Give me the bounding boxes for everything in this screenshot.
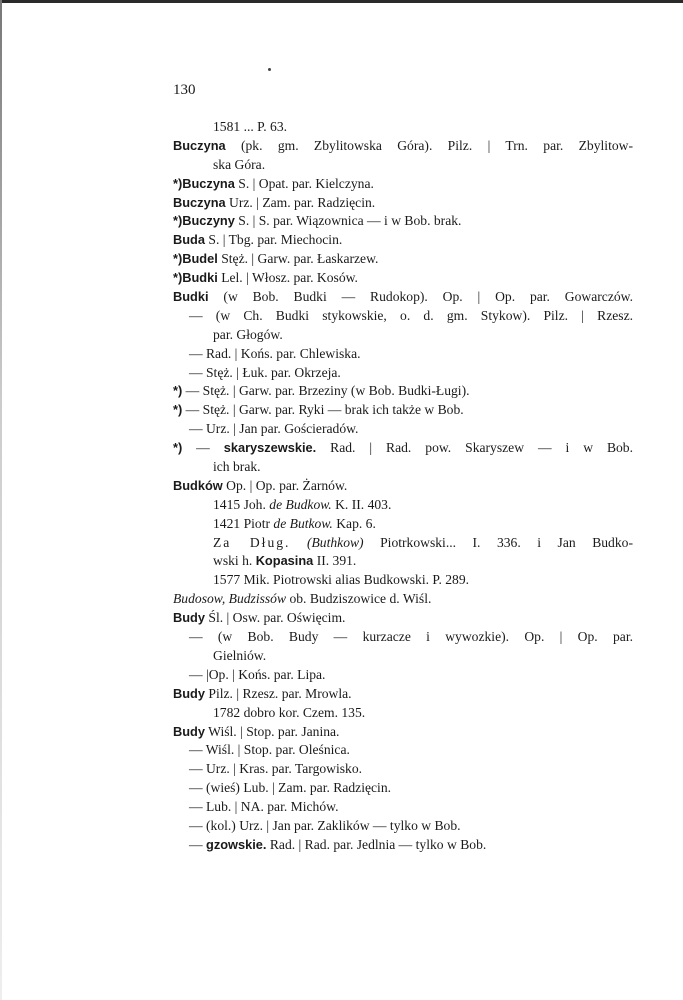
entry-text: — (kol.) Urz. | Jan par. Zaklików — tylko w Bob. — [189, 817, 461, 833]
entry-headword: *)Buczyna — [173, 175, 235, 191]
entry-line — [173, 458, 633, 477]
entry-line — [173, 194, 633, 213]
entry-text: Lel. | Włosz. par. Kosów. — [217, 270, 358, 286]
entry-headword: *)Buczyny — [173, 213, 235, 229]
entry-headword: Budy — [173, 610, 205, 626]
entry-line — [173, 552, 633, 571]
entry-line — [173, 420, 633, 439]
entry-line — [173, 175, 633, 194]
entry-line — [173, 439, 633, 458]
entry-text: ich brak. — [213, 459, 261, 475]
entry-text: — Stęż. | Łuk. par. Okrzeja. — [189, 364, 341, 380]
entry-headword: skaryszewskie. — [223, 440, 317, 456]
entry-text: — — [189, 836, 206, 852]
entry-text: Kap. 6. — [332, 515, 376, 531]
entry-line — [173, 212, 633, 231]
entry-line — [173, 326, 633, 345]
entry-line — [173, 609, 633, 628]
entry-line — [173, 515, 633, 534]
entry-headword: Budków — [173, 477, 223, 493]
entry-line — [173, 307, 633, 326]
entry-text: Op. | Op. par. Żarnów. — [222, 477, 348, 493]
entry-text: Rad. | Rad. pow. Skaryszew — i w Bob. — [316, 440, 633, 456]
entry-text: Pilz. | Rzesz. par. Mrowla. — [205, 685, 352, 701]
entry-line — [173, 647, 633, 666]
entry-text: (w Bob. Budki — Rudokop). Op. | Op. par. Gowarczów. — [208, 289, 633, 305]
entry-text: (pk. gm. Zbylitowska Góra). Pilz. | Trn. par. Zbylitow- — [225, 137, 633, 153]
entry-text: 1421 Piotr — [213, 515, 274, 531]
entry-text: Śl. | Osw. par. Oświęcim. — [205, 610, 346, 626]
entry-text: Gielniów. — [213, 647, 267, 663]
entry-line — [173, 817, 633, 836]
entry-headword: *) — [173, 402, 183, 418]
entry-text: — (w Ch. Budki stykowskie, o. d. gm. Stykow). Pilz. | Rzesz. — [189, 307, 633, 323]
entry-headword: Budki — [173, 289, 209, 305]
entry-text: — (wieś) Lub. | Zam. par. Radzięcin. — [189, 780, 392, 796]
entry-line — [173, 760, 633, 779]
entry-text: ob. Budziszowice d. Wiśl. — [286, 591, 432, 607]
entry-text: — — [182, 440, 224, 456]
entry-text: 1415 Joh. — [213, 496, 270, 512]
entry-headword: *) — [173, 440, 183, 456]
entry-text: — (w Bob. Budy — kurzacze i wywozkie). Op. | Op. par. — [189, 629, 633, 645]
entry-line — [173, 628, 633, 647]
entry-headword: Budy — [173, 723, 205, 739]
entry-line — [173, 345, 633, 364]
entry-headword: Budy — [173, 685, 205, 701]
entry-line — [173, 364, 633, 383]
entry-line — [173, 382, 633, 401]
scan-border-left — [0, 0, 2, 1000]
entry-text: S. | Opat. par. Kielczyna. — [234, 175, 374, 191]
entry-text: — Urz. | Jan par. Gościeradów. — [189, 421, 359, 437]
entry-line — [173, 496, 633, 515]
entry-text: ska Góra. — [213, 156, 266, 172]
entry-text: K. II. 403. — [331, 496, 392, 512]
entry-text: — Lub. | NA. par. Michów. — [189, 799, 339, 815]
entry-line — [173, 534, 633, 553]
entry-headword: Kopasina — [255, 553, 314, 569]
entry-headword: *)Budki — [173, 270, 218, 286]
entry-line — [173, 590, 633, 609]
entry-text: S. | Tbg. par. Miechocin. — [205, 232, 343, 248]
entry-line — [173, 118, 633, 137]
entry-text: Wiśl. | Stop. par. Janina. — [205, 723, 340, 739]
entry-text: S. | S. par. Wiązownica — i w Bob. brak. — [234, 213, 462, 229]
entry-line — [173, 269, 633, 288]
entry-line — [173, 798, 633, 817]
entry-text: 1782 dobro kor. Czem. 135. — [213, 704, 366, 720]
entry-italic-text: (Buthkow) — [306, 534, 364, 550]
entry-text: — Urz. | Kras. par. Targowisko. — [189, 761, 363, 777]
entry-headword: *) — [173, 383, 183, 399]
entry-text: — Stęż. | Garw. par. Brzeziny (w Bob. Budki-Ługi). — [182, 383, 470, 399]
entry-text: Rad. | Rad. par. Jedlnia — tylko w Bob. — [266, 836, 487, 852]
entry-text: — |Op. | Końs. par. Lipa. — [189, 666, 326, 682]
entry-headword: Buda — [173, 232, 205, 248]
entry-text: Za Dług. — [213, 534, 291, 550]
entry-text: — Rad. | Końs. par. Chlewiska. — [189, 345, 361, 361]
entry-italic-text: de Budkow. — [269, 496, 332, 512]
entry-text: Urz. | Zam. par. Radzięcin. — [225, 194, 376, 210]
entry-text: — Stęż. | Garw. par. Ryki — brak ich także w Bob. — [182, 402, 464, 418]
page-number: 130 — [173, 82, 196, 98]
entry-text: wski h. — [213, 553, 256, 569]
entry-headword: Buczyna — [173, 194, 226, 210]
entry-line — [173, 137, 633, 156]
entry-headword: Buczyna — [173, 137, 226, 153]
scan-border-top — [0, 0, 683, 3]
entry-text — [290, 535, 307, 550]
print-speck — [268, 68, 271, 71]
entry-text: Stęż. | Garw. par. Łaskarzew. — [217, 251, 379, 267]
entry-line — [173, 779, 633, 798]
entry-headword: gzowskie. — [206, 836, 267, 852]
entry-line — [173, 836, 633, 855]
entry-text: II. 391. — [313, 553, 357, 569]
entry-text: Piotrkowski... I. 336. i Jan Budko- — [363, 534, 633, 550]
gazetteer-entries — [173, 118, 633, 855]
entry-line — [173, 477, 633, 496]
entry-text: par. Głogów. — [213, 326, 283, 342]
entry-line — [173, 156, 633, 175]
entry-line — [173, 685, 633, 704]
entry-text: 1581 ... P. 63. — [213, 119, 288, 134]
entry-line — [173, 723, 633, 742]
entry-headword: *)Budel — [173, 251, 218, 267]
entry-line — [173, 666, 633, 685]
entry-italic-text: Budosow, Budzissów — [173, 591, 287, 607]
entry-text: 1577 Mik. Piotrowski alias Budkowski. P. 289. — [213, 572, 470, 588]
entry-line — [173, 571, 633, 590]
entry-text: — Wiśl. | Stop. par. Oleśnica. — [189, 742, 350, 758]
entry-line — [173, 288, 633, 307]
entry-line — [173, 401, 633, 420]
entry-italic-text: de Butkow. — [273, 515, 333, 531]
entry-line — [173, 704, 633, 723]
entry-line — [173, 250, 633, 269]
entry-line — [173, 741, 633, 760]
entry-line — [173, 231, 633, 250]
